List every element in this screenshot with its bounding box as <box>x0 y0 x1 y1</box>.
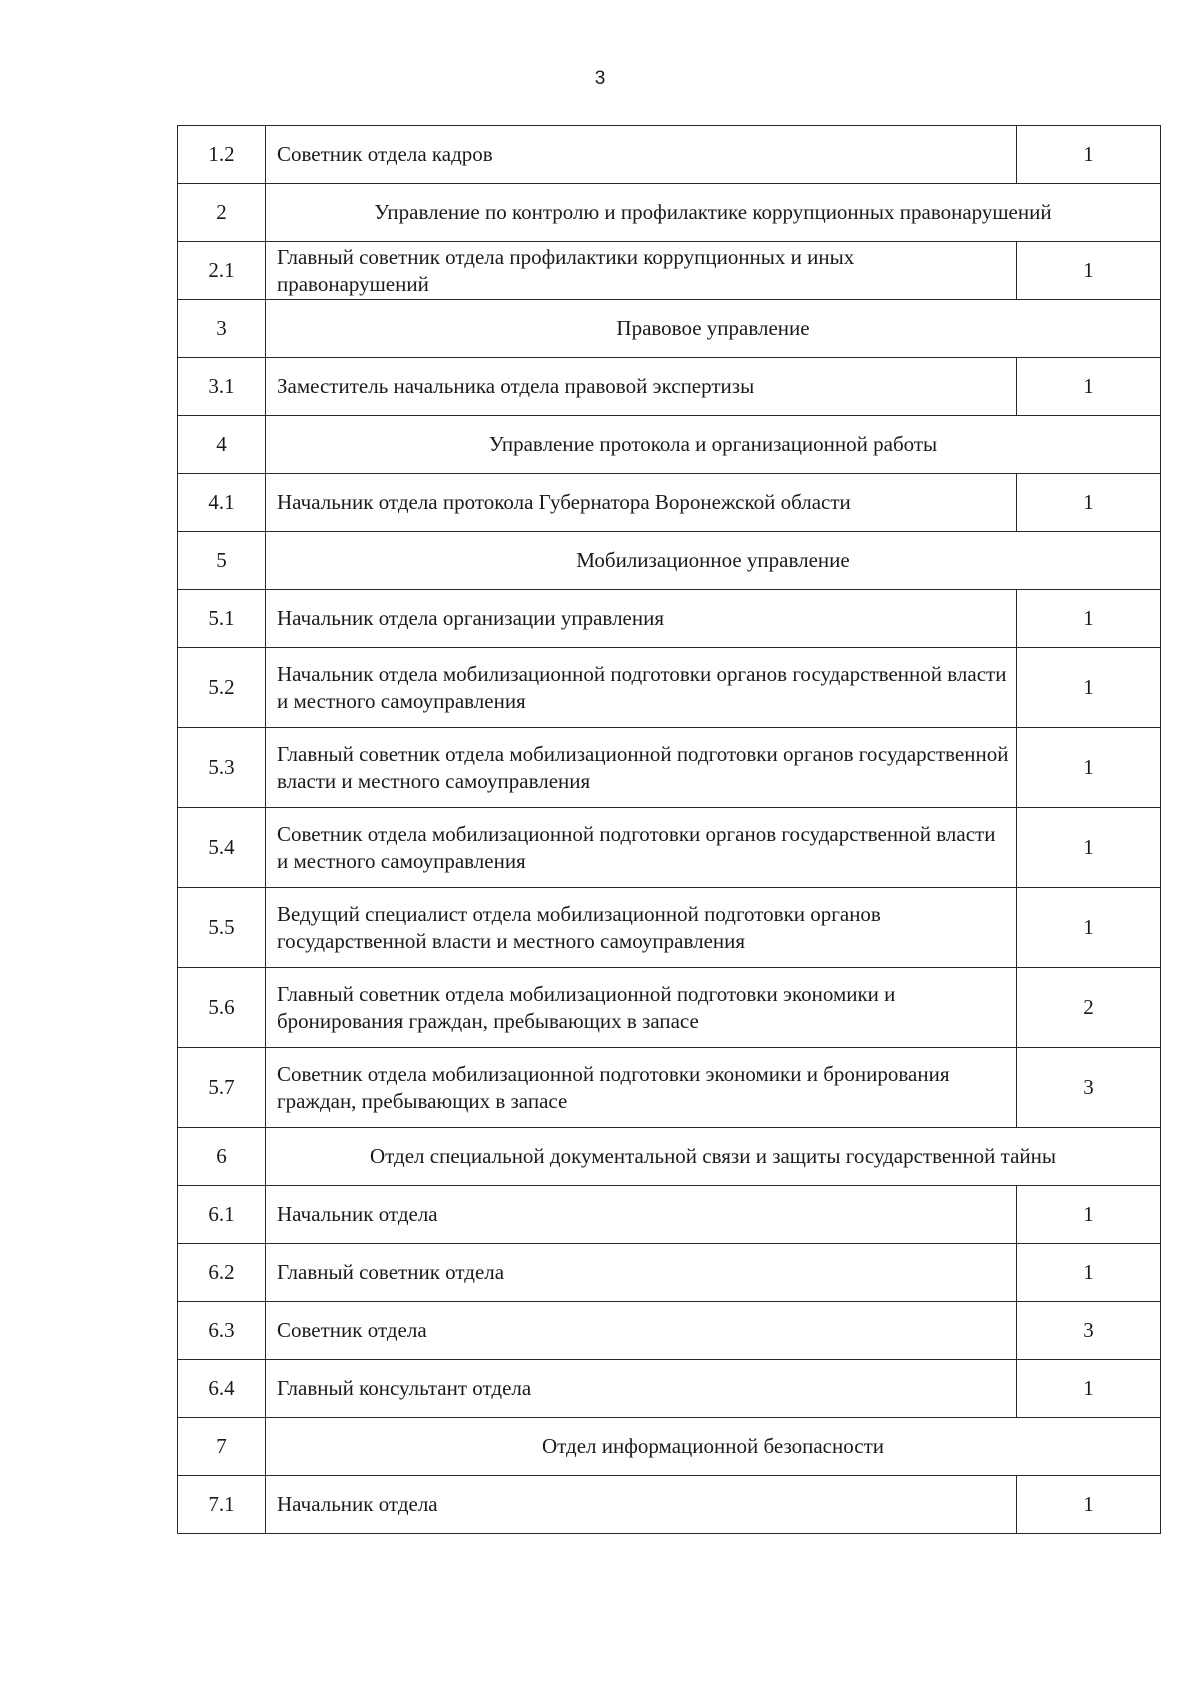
section-title: Управление по контролю и профилактике коррупционных правонарушений <box>266 184 1161 242</box>
position-title: Начальник отдела протокола Губернатора Воронежской области <box>266 474 1017 532</box>
position-title: Советник отдела <box>266 1302 1017 1360</box>
position-count: 1 <box>1017 1360 1161 1418</box>
position-title: Советник отдела мобилизационной подготовки органов государственной власти и местного самоуправления <box>266 808 1017 888</box>
position-count: 2 <box>1017 968 1161 1048</box>
position-title: Начальник отдела организации управления <box>266 590 1017 648</box>
row-number: 5 <box>178 532 266 590</box>
position-count: 3 <box>1017 1302 1161 1360</box>
position-title: Ведущий специалист отдела мобилизационной подготовки органов государственной власти и местного самоуправления <box>266 888 1017 968</box>
position-count: 3 <box>1017 1048 1161 1128</box>
position-title: Главный советник отдела <box>266 1244 1017 1302</box>
row-number: 7 <box>178 1418 266 1476</box>
position-count: 1 <box>1017 808 1161 888</box>
row-number: 4 <box>178 416 266 474</box>
table-row <box>178 1360 1161 1418</box>
row-number: 5.4 <box>178 808 266 888</box>
position-count: 1 <box>1017 1186 1161 1244</box>
position-count: 1 <box>1017 888 1161 968</box>
table-row <box>178 888 1161 968</box>
row-number: 6.3 <box>178 1302 266 1360</box>
table-row <box>178 1302 1161 1360</box>
row-number: 5.1 <box>178 590 266 648</box>
row-number: 5.2 <box>178 648 266 728</box>
section-title: Отдел специальной документальной связи и защиты государственной тайны <box>266 1128 1161 1186</box>
table-row <box>178 968 1161 1048</box>
table-row <box>178 1244 1161 1302</box>
position-title: Главный советник отдела мобилизационной подготовки органов государственной власти и местного самоуправления <box>266 728 1017 808</box>
position-title: Главный консультант отдела <box>266 1360 1017 1418</box>
section-row <box>178 184 1161 242</box>
table-row <box>178 1476 1161 1534</box>
section-row <box>178 1418 1161 1476</box>
section-row <box>178 300 1161 358</box>
position-title: Заместитель начальника отдела правовой экспертизы <box>266 358 1017 416</box>
position-title: Советник отдела кадров <box>266 126 1017 184</box>
row-number: 3 <box>178 300 266 358</box>
section-title: Отдел информационной безопасности <box>266 1418 1161 1476</box>
table-row <box>178 590 1161 648</box>
row-number: 2 <box>178 184 266 242</box>
section-row <box>178 532 1161 590</box>
position-count: 1 <box>1017 728 1161 808</box>
position-count: 1 <box>1017 474 1161 532</box>
position-count: 1 <box>1017 242 1161 300</box>
page-number: 3 <box>594 68 606 89</box>
position-title: Начальник отдела мобилизационной подготовки органов государственной власти и местного самоуправления <box>266 648 1017 728</box>
table-row <box>178 1048 1161 1128</box>
row-number: 4.1 <box>178 474 266 532</box>
table-row <box>178 474 1161 532</box>
row-number: 5.3 <box>178 728 266 808</box>
table-row <box>178 808 1161 888</box>
position-count: 1 <box>1017 1476 1161 1534</box>
row-number: 6.4 <box>178 1360 266 1418</box>
position-count: 1 <box>1017 590 1161 648</box>
row-number: 6 <box>178 1128 266 1186</box>
row-number: 2.1 <box>178 242 266 300</box>
row-number: 1.2 <box>178 126 266 184</box>
row-number: 6.1 <box>178 1186 266 1244</box>
table-row <box>178 1186 1161 1244</box>
row-number: 5.7 <box>178 1048 266 1128</box>
staff-positions-table <box>177 125 1161 1534</box>
section-title: Мобилизационное управление <box>266 532 1161 590</box>
position-title: Начальник отдела <box>266 1186 1017 1244</box>
table-row <box>178 358 1161 416</box>
position-title: Начальник отдела <box>266 1476 1017 1534</box>
section-row <box>178 1128 1161 1186</box>
position-count: 1 <box>1017 358 1161 416</box>
position-count: 1 <box>1017 126 1161 184</box>
table-row <box>178 728 1161 808</box>
position-count: 1 <box>1017 1244 1161 1302</box>
section-row <box>178 416 1161 474</box>
table-row <box>178 126 1161 184</box>
row-number: 5.6 <box>178 968 266 1048</box>
position-title: Советник отдела мобилизационной подготовки экономики и бронирования граждан, пребывающих в запасе <box>266 1048 1017 1128</box>
table-row <box>178 242 1161 300</box>
section-title: Управление протокола и организационной работы <box>266 416 1161 474</box>
section-title: Правовое управление <box>266 300 1161 358</box>
position-count: 1 <box>1017 648 1161 728</box>
row-number: 6.2 <box>178 1244 266 1302</box>
table-row <box>178 648 1161 728</box>
position-title: Главный советник отдела профилактики коррупционных и иных правонарушений <box>266 242 1017 300</box>
row-number: 7.1 <box>178 1476 266 1534</box>
row-number: 5.5 <box>178 888 266 968</box>
position-title: Главный советник отдела мобилизационной подготовки экономики и бронирования граждан, пребывающих в запасе <box>266 968 1017 1048</box>
row-number: 3.1 <box>178 358 266 416</box>
